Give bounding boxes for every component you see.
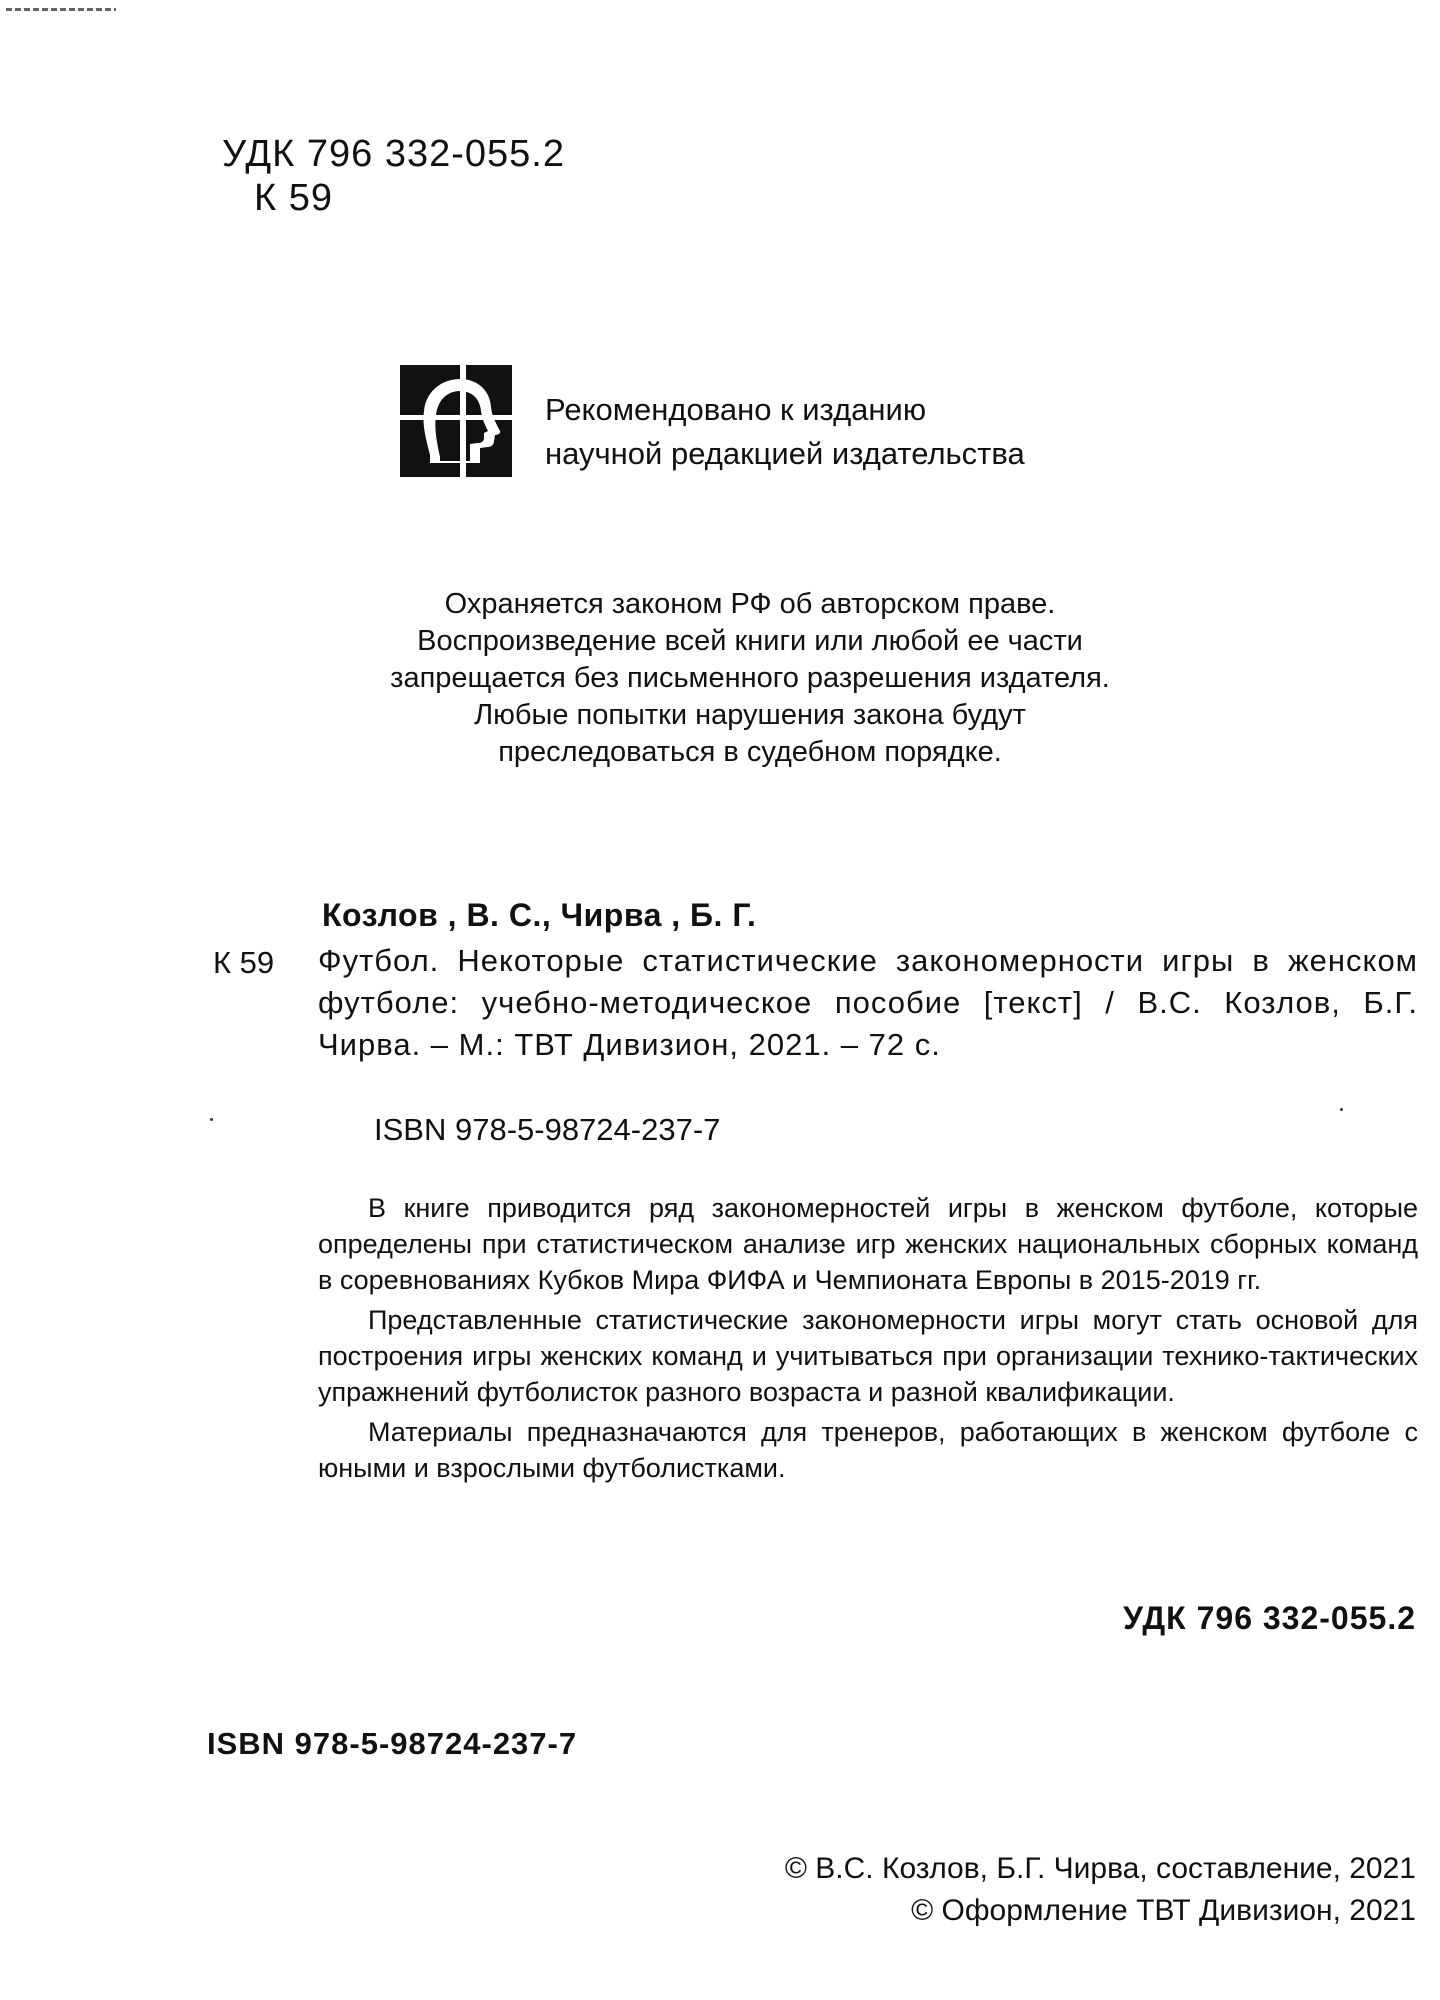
abstract-paragraph-2: Представленные статистические закономерности игры могут стать основой для построения игры женских команд и учитываться при организации технико-тактических упражнений футболисток разного возраста и разной квалификации. [318, 1305, 1418, 1407]
head-profile-icon [400, 365, 512, 477]
catalog-code: К 59 [213, 945, 275, 980]
copyright-design: © Оформление ТВТ Дивизион, 2021 [911, 1894, 1416, 1927]
recommendation-line-2: научной редакцией издательства [545, 436, 1025, 471]
footer-udk: УДК 796 332-055.2 [1123, 1600, 1416, 1636]
copyright-authors: © В.С. Козлов, Б.Г. Чирва, составление, 2021 [784, 1852, 1416, 1885]
notice-line-1: Охраняется законом РФ об авторском праве. [444, 588, 1056, 620]
notice-line-5: преследоваться в судебном порядке. [498, 736, 1002, 768]
notice-line-2: Воспроизведение всей книги или любой ее части [417, 625, 1083, 657]
abstract [318, 1190, 1418, 1490]
author-mark: К 59 [254, 177, 333, 219]
header-classification [222, 132, 565, 220]
scan-artifact [6, 8, 116, 11]
abstract-paragraph-1: В книге приводится ряд закономерностей игры в женском футболе, которые определены при статистическом анализе игр женских национальных сборных команд в соревнованиях Кубков Мира ФИФА и Чемпионата Европы в 2015-2019 гг. [318, 1193, 1418, 1295]
udk-code: УДК 796 332-055.2 [222, 133, 565, 175]
catalog-authors: Козлов , В. С., Чирва , Б. Г. [322, 897, 757, 933]
recommendation-text [545, 388, 1025, 476]
notice-line-4: Любые попытки нарушения закона будут [474, 699, 1026, 731]
notice-line-3: запрещается без письменного разрешения издателя. [390, 662, 1110, 694]
recommendation-line-1: Рекомендовано к изданию [545, 392, 927, 427]
footer-isbn: ISBN 978-5-98724-237-7 [207, 1726, 578, 1761]
copyright-notice [300, 586, 1200, 771]
catalog-isbn: ISBN 978-5-98724-237-7 [374, 1112, 721, 1147]
abstract-paragraph-3: Материалы предназначаются для тренеров, работающих в женском футболе с юными и взрослыми футболистками. [318, 1417, 1418, 1483]
scan-speck [1340, 1108, 1343, 1111]
scan-speck [210, 1118, 213, 1121]
bibliographic-description: Футбол. Некоторые статистические закономерности игры в женском футболе: учебно-методическое пособие [текст] / В.С. Козлов, Б.Г. Чирва. – М.: ТВТ Дивизион, 2021. – 72 с. [318, 943, 1418, 1062]
copyright-lines [785, 1848, 1416, 1932]
